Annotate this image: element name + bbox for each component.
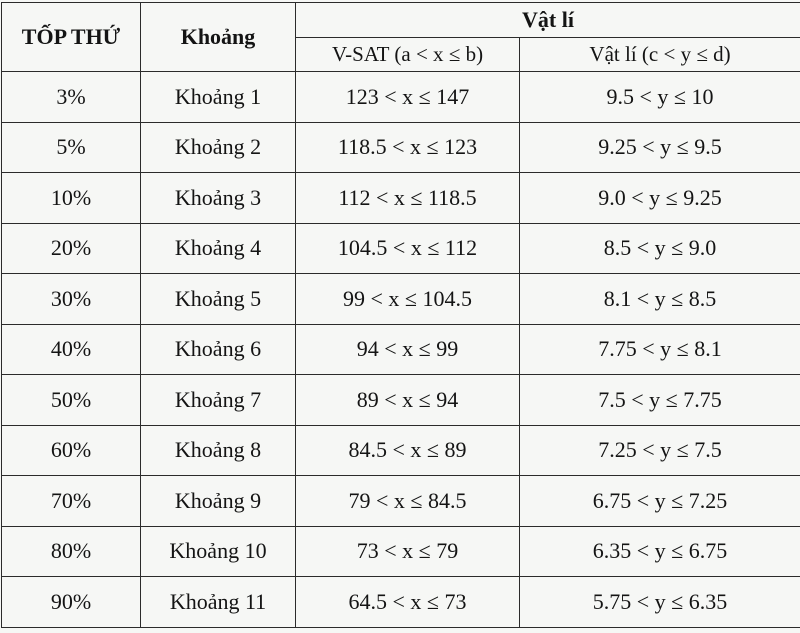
cell-vsat: 64.5 < x ≤ 73 (296, 577, 520, 628)
table-row (2, 324, 800, 375)
cell-physics: 7.75 < y ≤ 8.1 (520, 324, 800, 375)
header-range: Khoảng (141, 3, 296, 72)
table-row (2, 526, 800, 577)
table-body (2, 72, 800, 628)
cell-vsat: 84.5 < x ≤ 89 (296, 425, 520, 476)
table-row (2, 425, 800, 476)
cell-range: Khoảng 2 (141, 122, 296, 173)
cell-range: Khoảng 4 (141, 223, 296, 274)
cell-vsat: 79 < x ≤ 84.5 (296, 476, 520, 527)
cell-range: Khoảng 7 (141, 375, 296, 426)
cell-range: Khoảng 6 (141, 324, 296, 375)
cell-range: Khoảng 8 (141, 425, 296, 476)
cell-range: Khoảng 11 (141, 577, 296, 628)
cell-rank: 40% (2, 324, 141, 375)
cell-rank: 80% (2, 526, 141, 577)
cell-vsat: 94 < x ≤ 99 (296, 324, 520, 375)
cell-rank: 30% (2, 274, 141, 325)
table-row (2, 223, 800, 274)
header-physics: Vật lí (c < y ≤ d) (520, 38, 800, 72)
cell-vsat: 99 < x ≤ 104.5 (296, 274, 520, 325)
table-row (2, 274, 800, 325)
cell-rank: 60% (2, 425, 141, 476)
cell-physics: 7.5 < y ≤ 7.75 (520, 375, 800, 426)
cell-physics: 8.1 < y ≤ 8.5 (520, 274, 800, 325)
table-row (2, 476, 800, 527)
header-row-top (2, 3, 800, 38)
cell-physics: 6.35 < y ≤ 6.75 (520, 526, 800, 577)
cell-rank: 50% (2, 375, 141, 426)
cell-range: Khoảng 3 (141, 173, 296, 224)
cell-range: Khoảng 1 (141, 72, 296, 123)
cell-rank: 90% (2, 577, 141, 628)
header-group-physics: Vật lí (296, 3, 800, 38)
score-conversion-table (1, 2, 800, 628)
cell-rank: 3% (2, 72, 141, 123)
table-row (2, 577, 800, 628)
cell-rank: 70% (2, 476, 141, 527)
cell-rank: 20% (2, 223, 141, 274)
cell-physics: 7.25 < y ≤ 7.5 (520, 425, 800, 476)
cell-physics: 6.75 < y ≤ 7.25 (520, 476, 800, 527)
cell-vsat: 89 < x ≤ 94 (296, 375, 520, 426)
cell-physics: 8.5 < y ≤ 9.0 (520, 223, 800, 274)
cell-vsat: 73 < x ≤ 79 (296, 526, 520, 577)
header-vsat: V-SAT (a < x ≤ b) (296, 38, 520, 72)
cell-physics: 9.25 < y ≤ 9.5 (520, 122, 800, 173)
cell-vsat: 104.5 < x ≤ 112 (296, 223, 520, 274)
cell-physics: 5.75 < y ≤ 6.35 (520, 577, 800, 628)
cell-rank: 10% (2, 173, 141, 224)
cell-rank: 5% (2, 122, 141, 173)
table-row (2, 122, 800, 173)
cell-range: Khoảng 5 (141, 274, 296, 325)
header-rank: TỐP THỨ (2, 3, 141, 72)
cell-vsat: 123 < x ≤ 147 (296, 72, 520, 123)
cell-range: Khoảng 9 (141, 476, 296, 527)
table-row (2, 72, 800, 123)
cell-physics: 9.0 < y ≤ 9.25 (520, 173, 800, 224)
cell-vsat: 112 < x ≤ 118.5 (296, 173, 520, 224)
cell-physics: 9.5 < y ≤ 10 (520, 72, 800, 123)
table-row (2, 375, 800, 426)
cell-vsat: 118.5 < x ≤ 123 (296, 122, 520, 173)
cell-range: Khoảng 10 (141, 526, 296, 577)
table-row (2, 173, 800, 224)
